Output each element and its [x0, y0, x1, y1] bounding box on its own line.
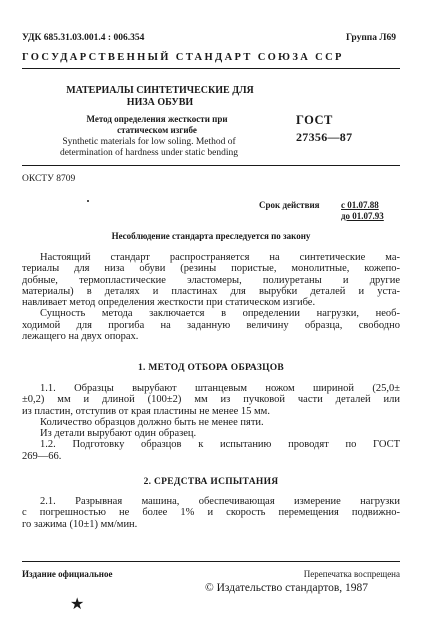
official-edition-label: Издание официальное: [22, 569, 113, 579]
gost-label: ГОСТ: [296, 113, 333, 127]
document-title: [62, 85, 258, 109]
stray-dot: [87, 200, 89, 202]
intro-line: добные, термопластические эластомеры, полиуретаны и другие: [22, 274, 400, 286]
title-line-1: МАТЕРИАЛЫ СИНТЕТИЧЕСКИЕ ДЛЯ: [66, 85, 254, 96]
intro-line: навливает метод определения жесткости при статическом изгибе.: [22, 297, 316, 309]
intro-line: ходимой для прогиба на заданную величину образца, свободно: [22, 319, 400, 331]
top-rule: [22, 68, 400, 69]
star-icon: ★: [70, 596, 85, 613]
mid-rule: [22, 165, 400, 166]
standard-banner: ГОСУДАРСТВЕННЫЙ СТАНДАРТ СОЮЗА ССР: [22, 52, 344, 63]
english-line-2: determination of hardness under static bending: [59, 148, 239, 158]
method-line-1: Метод определения жесткости при: [86, 114, 228, 124]
method-line-2: статическом изгибе: [117, 125, 197, 135]
section-1-heading: 1. МЕТОД ОТБОРА ОБРАЗЦОВ: [137, 363, 285, 373]
intro-line: Настоящий стандарт распространяется на синтетические ма-: [40, 252, 400, 263]
title-line-2: НИЗА ОБУВИ: [126, 97, 194, 108]
section-2-heading: 2. СРЕДСТВА ИСПЫТАНИЯ: [143, 477, 279, 487]
validity-to: до 01.07.93: [341, 211, 384, 221]
intro-line: териалы для низа обуви (резины пористые, монолитные, кожепо-: [22, 263, 400, 275]
section-1-line: 269—66.: [22, 450, 62, 462]
section-1-line: ±0,2) мм и длиной (100±2) мм из пучковой части деталей или: [22, 394, 400, 406]
section-2-line: го зажима (10±1) мм/мин.: [22, 518, 138, 530]
section-2-body: [22, 496, 400, 530]
section-1-line: из пластин, отступив от края пластины не менее 15 мм.: [22, 405, 270, 417]
reprint-notice: Перепечатка воспрещена: [303, 569, 400, 579]
english-line-1: Synthetic materials for low soling. Method of: [62, 137, 236, 147]
section-2-line: с погрешностью не более 1% и скорость перемещения подвижно-: [22, 507, 400, 519]
intro-line: Сущность метода заключается в определении нагрузки, необ-: [40, 308, 400, 320]
section-1-line: 1.2. Подготовку образцов к испытанию проводят по ГОСТ: [40, 439, 400, 451]
intro-line: материалы) в деталях и пластинах для вырубки деталей и уста-: [22, 285, 400, 297]
copyright-line: © Издательство стандартов, 1987: [205, 582, 369, 594]
method-subtitle: [52, 114, 262, 136]
gost-number: 27356—87: [296, 130, 353, 144]
okstu-code: ОКСТУ 8709: [22, 174, 76, 184]
section-2-line: 2.1. Разрывная машина, обеспечивающая измерение нагрузки: [40, 496, 400, 507]
footer-rule: [22, 561, 400, 562]
section-1-line: 1.1. Образцы вырубают штанцевым ножом шириной (25,0±: [40, 383, 400, 394]
section-1-line: Из детали вырубают один образец.: [40, 428, 197, 440]
intro-paragraph: [22, 252, 400, 342]
udk-code: УДК 685.31.03.001.4 : 006.354: [22, 33, 145, 43]
validity-from: с 01.07.88: [341, 200, 379, 210]
group-code: Группа Л69: [345, 33, 396, 43]
section-1-line: Количество образцов должно быть не менее пяти.: [40, 416, 264, 428]
english-title: [24, 137, 274, 159]
validity-label: Срок действия: [259, 200, 320, 210]
section-1-body: [22, 383, 400, 462]
intro-line: лежащего на двух опорах.: [22, 331, 139, 343]
legal-notice: Несоблюдение стандарта преследуется по закону: [111, 231, 311, 241]
